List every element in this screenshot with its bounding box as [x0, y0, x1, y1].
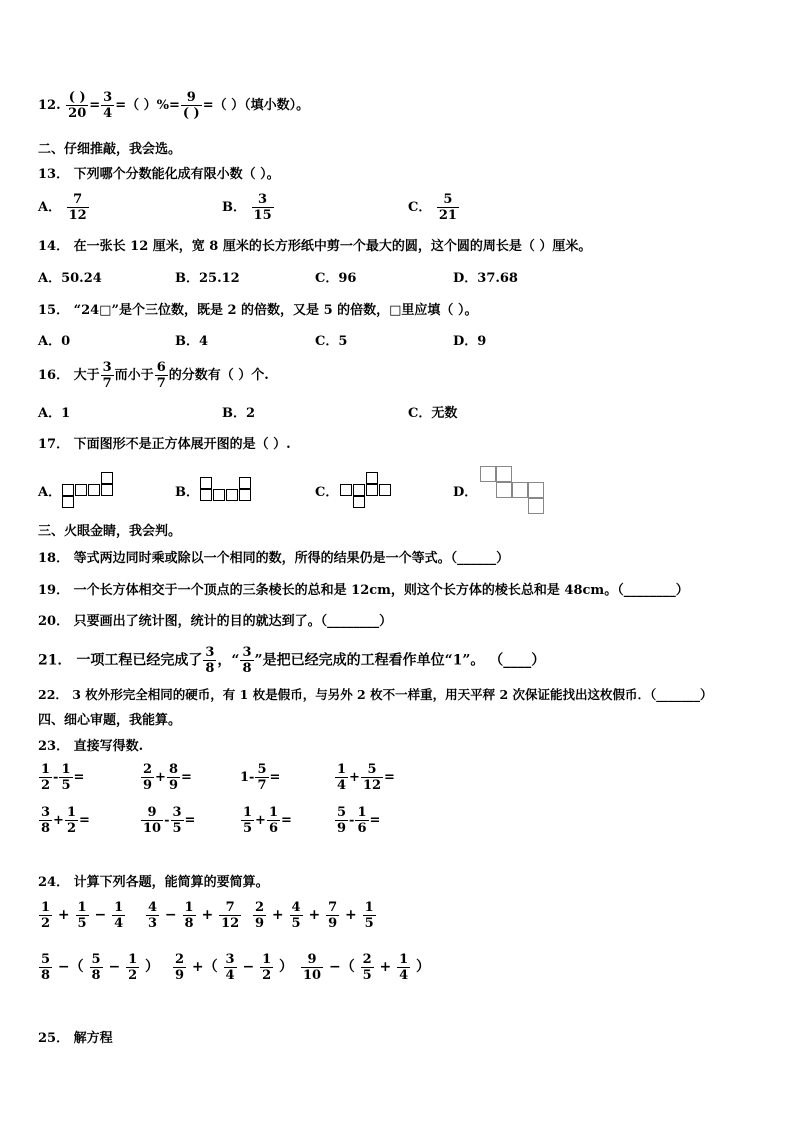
fraction: $\frac{2}{5}$ [362, 952, 372, 983]
q24-expression: $\frac{5}{8}$ −（ $\frac{5}{8}$ − $\frac{1}{2}$ ） [41, 952, 159, 983]
q23-expression: $\frac{1}{4}$ + $\frac{5}{12}$ = [337, 762, 395, 793]
q24-expression: $\frac{9}{10}$ −（ $\frac{2}{5}$ + $\frac{1}{4}$ ） [303, 952, 431, 983]
fraction: $\frac{1}{5}$ [61, 762, 71, 793]
q16-option-a: A．1 [38, 406, 71, 421]
q17-option-a: A． [38, 485, 62, 500]
q21-fraction-1: $\frac{3}{8}$ [205, 645, 215, 676]
q14-option-b: B．25.12 [175, 271, 240, 286]
q21: 21． 一项工程已经完成了 $\frac{3}{8}$ ，“ $\frac{3}{8}$ ”是把已经完成的工程看作单位“1”。 （____） [38, 645, 546, 676]
fraction: $\frac{1}{4}$ [399, 952, 409, 983]
q23-expression: $\frac{5}{9}$ - $\frac{1}{6}$ = [337, 805, 381, 836]
q23-expression: $\frac{9}{10}$ - $\frac{3}{5}$ = [143, 805, 196, 836]
q16-option-c: C．无数 [408, 406, 458, 421]
fraction: $\frac{1}{5}$ [364, 900, 374, 931]
fraction: $\frac{1}{2}$ [262, 952, 272, 983]
q24-expression: $\frac{2}{9}$ +（ $\frac{3}{4}$ − $\frac{1}{2}$ ） [175, 952, 293, 983]
q12-fraction-2: $\frac{3}{4}$ [103, 90, 113, 121]
q15-option-d: D．9 [453, 334, 487, 349]
fraction: $\frac{7}{12}$ [221, 900, 240, 931]
fraction: $\frac{4}{3}$ [148, 900, 158, 931]
section-2-heading: 二、仔细推敲，我会选。 [38, 142, 182, 157]
fraction: $\frac{1}{4}$ [114, 900, 124, 931]
q23-expression: $\frac{1}{5}$ + $\frac{1}{6}$ = [243, 805, 292, 836]
q24-stem: 24． 计算下列各题，能简算的要简算。 [38, 875, 269, 890]
q17-stem: 17． 下面图形不是正方体展开图的是（ ）. [38, 437, 291, 452]
section-4-heading: 四、细心审题，我能算。 [38, 713, 182, 728]
fraction: $\frac{2}{9}$ [143, 762, 153, 793]
fraction: $\frac{3}{8}$ [41, 805, 51, 836]
q18: 18． 等式两边同时乘或除以一个相同的数，所得的结果仍是一个等式。（______） [38, 551, 510, 566]
q12-number: 12. [38, 98, 61, 113]
q17-option-c: C． [315, 485, 339, 500]
q25-stem: 25． 解方程 [38, 1031, 113, 1046]
q23-expression: $\frac{2}{9}$ + $\frac{8}{9}$ = [143, 762, 192, 793]
fraction: $\frac{5}{8}$ [91, 952, 101, 983]
fraction: $\frac{1}{2}$ [128, 952, 138, 983]
fraction: $\frac{1}{8}$ [184, 900, 194, 931]
q12-fraction-1: ( ) 20 [68, 90, 87, 121]
q22: 22． 3 枚外形完全相同的硬币，有 1 枚是假币，与另外 2 枚不一样重，用天平秤 2 次保证能找出这枚假币．（_______） [38, 687, 713, 702]
q21-fraction-2: $\frac{3}{8}$ [242, 645, 252, 676]
q16-stem: 16． 大于 $\frac{3}{7}$ 而小于 $\frac{6}{7}$ 的分数有（ ）个. [38, 360, 269, 391]
fraction: $\frac{3}{4}$ [225, 952, 235, 983]
q14-option-a: A．50.24 [38, 271, 102, 286]
fraction: $\frac{2}{9}$ [175, 952, 185, 983]
fraction: $\frac{1}{6}$ [357, 805, 367, 836]
q13-option-a: A． $\frac{7}{12}$ [38, 192, 87, 223]
q17-option-b: B． [175, 485, 199, 500]
q12: 12. ( ) 20 = $\frac{3}{4}$ =（ ）%= 9 ( ) =（ ）（填小数）。 [38, 90, 310, 121]
fraction: $\frac{5}{12}$ [362, 762, 382, 793]
q15-option-c: C．5 [315, 334, 348, 349]
q17-option-d: D． [453, 485, 478, 500]
fraction: $\frac{4}{5}$ [291, 900, 301, 931]
q16-option-b: B．2 [222, 406, 256, 421]
q16-fraction-1: $\frac{3}{7}$ [102, 360, 112, 391]
fraction: $\frac{7}{9}$ [328, 900, 338, 931]
fraction: $\frac{1}{2}$ [66, 805, 76, 836]
fraction: $\frac{1}{5}$ [77, 900, 87, 931]
q23-expression: $\frac{1}{2}$ - $\frac{1}{5}$ = [41, 762, 85, 793]
q13-option-c: C． $\frac{5}{21}$ [408, 192, 457, 223]
q14-stem: 14． 在一张长 12 厘米，宽 8 厘米的长方形纸中剪一个最大的圆，这个圆的周长是（ ）厘米。 [38, 239, 592, 254]
q14-option-c: C．96 [315, 271, 357, 286]
q19: 19． 一个长方体相交于一个顶点的三条棱长的总和是 12cm，则这个长方体的棱长总和是 48cm。（________） [38, 583, 689, 598]
q13-stem: 13． 下列哪个分数能化成有限小数（ ）。 [38, 167, 280, 182]
fraction: $\frac{1}{2}$ [41, 900, 51, 931]
q23-expression: $\frac{3}{8}$ + $\frac{1}{2}$ = [41, 805, 90, 836]
q24-expression: $\frac{2}{9}$ + $\frac{4}{5}$ + $\frac{7}{9}$ + $\frac{1}{5}$ [255, 900, 374, 931]
fraction: $\frac{1}{2}$ [41, 762, 51, 793]
fraction: $\frac{5}{8}$ [41, 952, 51, 983]
q15-option-b: B．4 [175, 334, 209, 349]
q23-expression: 1- $\frac{5}{7}$ = [240, 762, 281, 793]
fraction: $\frac{5}{9}$ [337, 805, 347, 836]
fraction: $\frac{9}{10}$ [143, 805, 162, 836]
q12-fraction-3: 9 ( ) [182, 90, 200, 121]
fraction: $\frac{9}{10}$ [303, 952, 322, 983]
q24-expression: $\frac{4}{3}$ − $\frac{1}{8}$ + $\frac{7}{12}$ [148, 900, 240, 931]
fraction: $\frac{1}{6}$ [268, 805, 278, 836]
q14-option-d: D．37.68 [453, 271, 518, 286]
q24-expression: $\frac{1}{2}$ + $\frac{1}{5}$ − $\frac{1}{4}$ [41, 900, 124, 931]
fraction: $\frac{3}{5}$ [172, 805, 182, 836]
section-3-heading: 三、火眼金睛，我会判。 [38, 524, 182, 539]
q13-option-b: B． $\frac{3}{15}$ [222, 192, 272, 223]
q15-option-a: A．0 [38, 334, 71, 349]
q15-stem: 15． “24□”是个三位数，既是 2 的倍数，又是 5 的倍数，□里应填（ ）。 [38, 303, 478, 318]
fraction: $\frac{2}{9}$ [255, 900, 265, 931]
fraction: $\frac{5}{7}$ [257, 762, 267, 793]
q16-fraction-2: $\frac{6}{7}$ [156, 360, 166, 391]
q20: 20． 只要画出了统计图，统计的目的就达到了。（________） [38, 614, 393, 629]
q23-stem: 23． 直接写得数. [38, 739, 144, 754]
fraction: $\frac{1}{5}$ [243, 805, 253, 836]
fraction: $\frac{8}{9}$ [168, 762, 178, 793]
fraction: $\frac{1}{4}$ [337, 762, 347, 793]
